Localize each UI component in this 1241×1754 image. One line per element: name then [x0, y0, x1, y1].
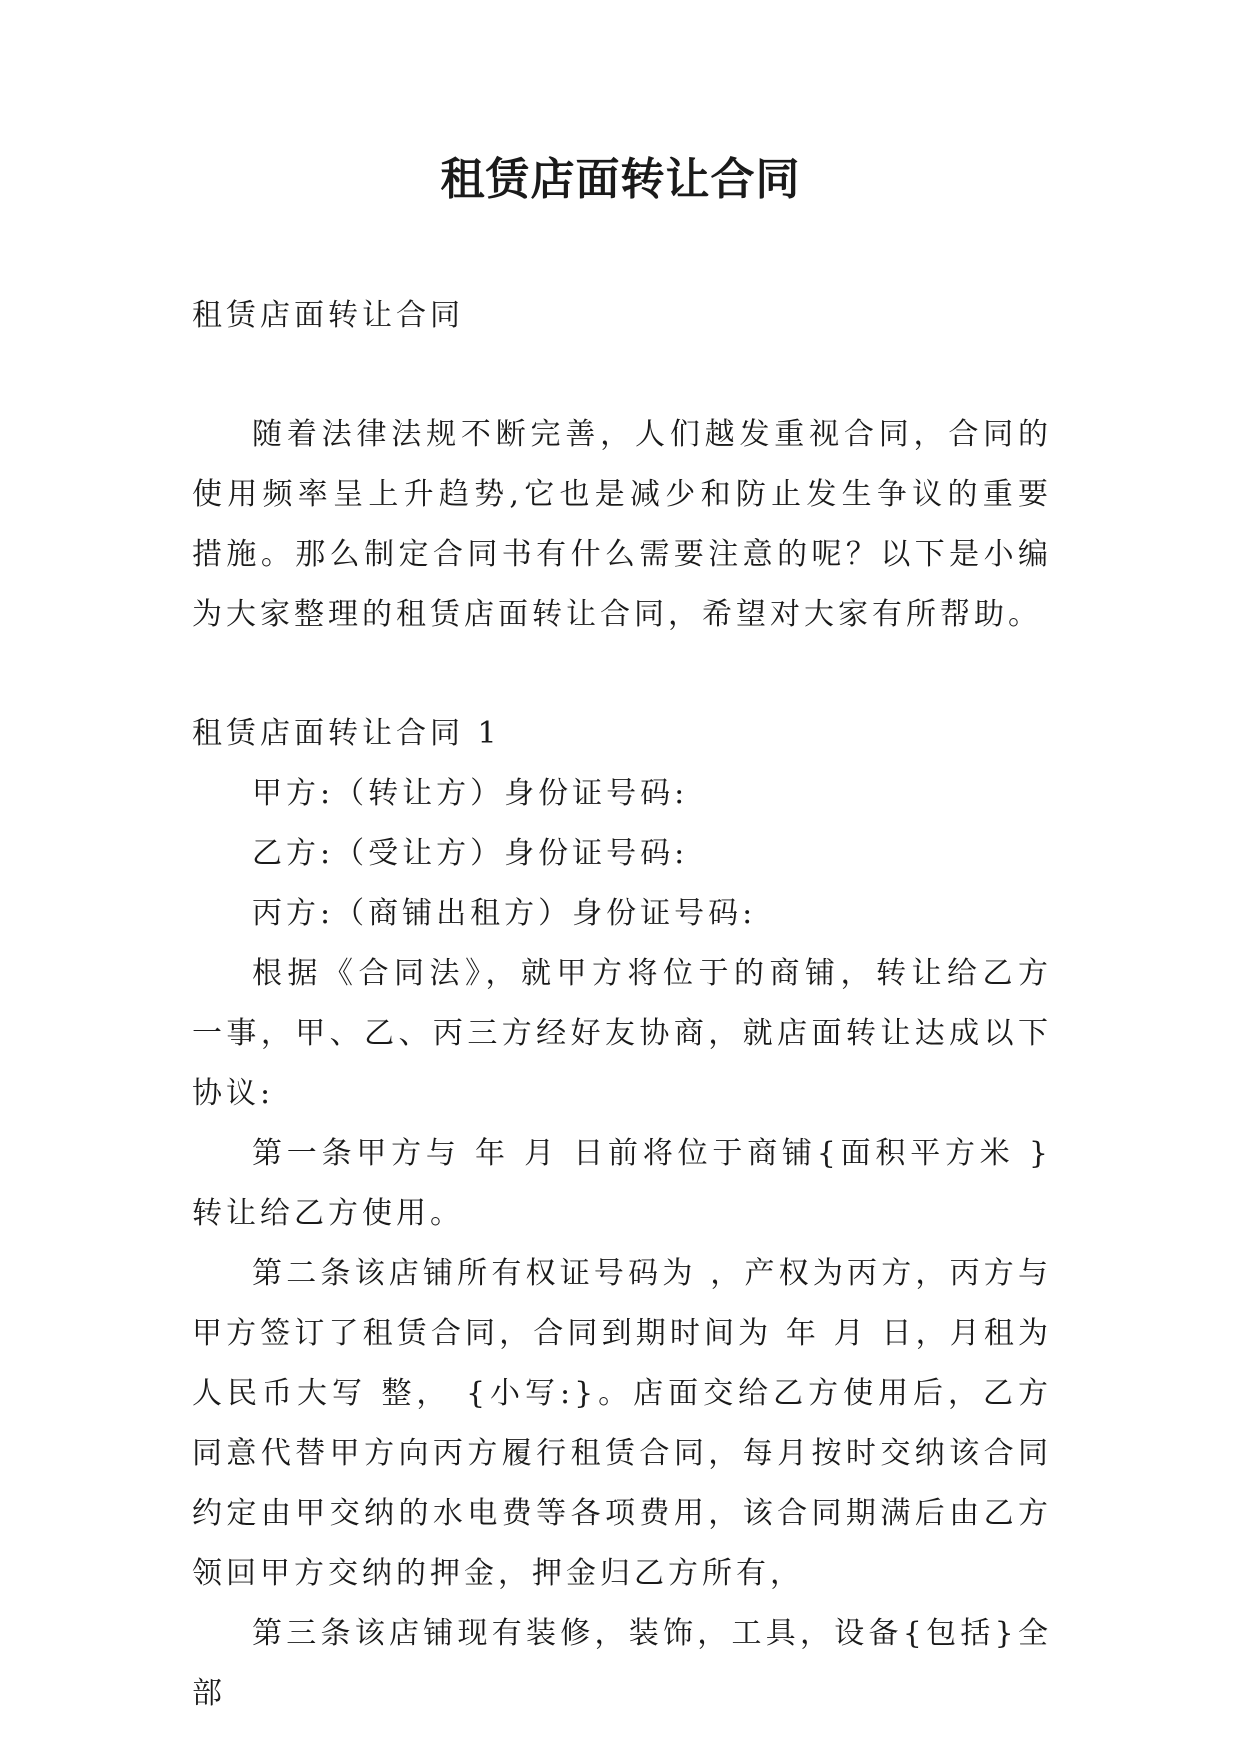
intro-paragraph: 随着法律法规不断完善，人们越发重视合同，合同的使用频率呈上升趋势,它也是减少和防止发生争议的重要措施。那么制定合同书有什么需要注意的呢？以下是小编为大家整理的租赁店面转让合同，希望对大家有所帮助。 — [192, 417, 1052, 632]
preamble-paragraph: 根据《合同法》，就甲方将位于的商铺，转让给乙方一事，甲、乙、丙三方经好友协商，就店面转让达成以下协议: — [192, 956, 1052, 1111]
party-a-line: 甲方:（转让方）身份证号码: — [252, 776, 689, 811]
document-title: 租赁店面转让合同 — [440, 154, 801, 205]
document-body — [192, 286, 1052, 1724]
article-2-paragraph: 第二条该店铺所有权证号码为 ，产权为丙方，丙方与甲方签订了租赁合同，合同到期时间为 年 月 日，月租为人民币大写 整， {小写:}。店面交给乙方使用后，乙方同意代替甲方向丙方履行租赁合同，每月按时交纳该合同约定由甲交纳的水电费等各项费用，该合同期满后由乙方领回甲方交纳的押金，押金归乙方所有， — [192, 1256, 1052, 1591]
section-heading: 租赁店面转让合同 1 — [192, 716, 501, 751]
party-b-line: 乙方:（受让方）身份证号码: — [252, 836, 689, 871]
document-subtitle: 租赁店面转让合同 — [192, 298, 464, 333]
party-c-line: 丙方:（商铺出租方）身份证号码: — [252, 896, 757, 931]
article-1-paragraph: 第一条甲方与 年 月 日前将位于商铺{面积平方米 }转让给乙方使用。 — [192, 1136, 1052, 1231]
article-3-paragraph: 第三条该店铺现有装修，装饰，工具，设备{包括}全部 — [192, 1616, 1052, 1711]
